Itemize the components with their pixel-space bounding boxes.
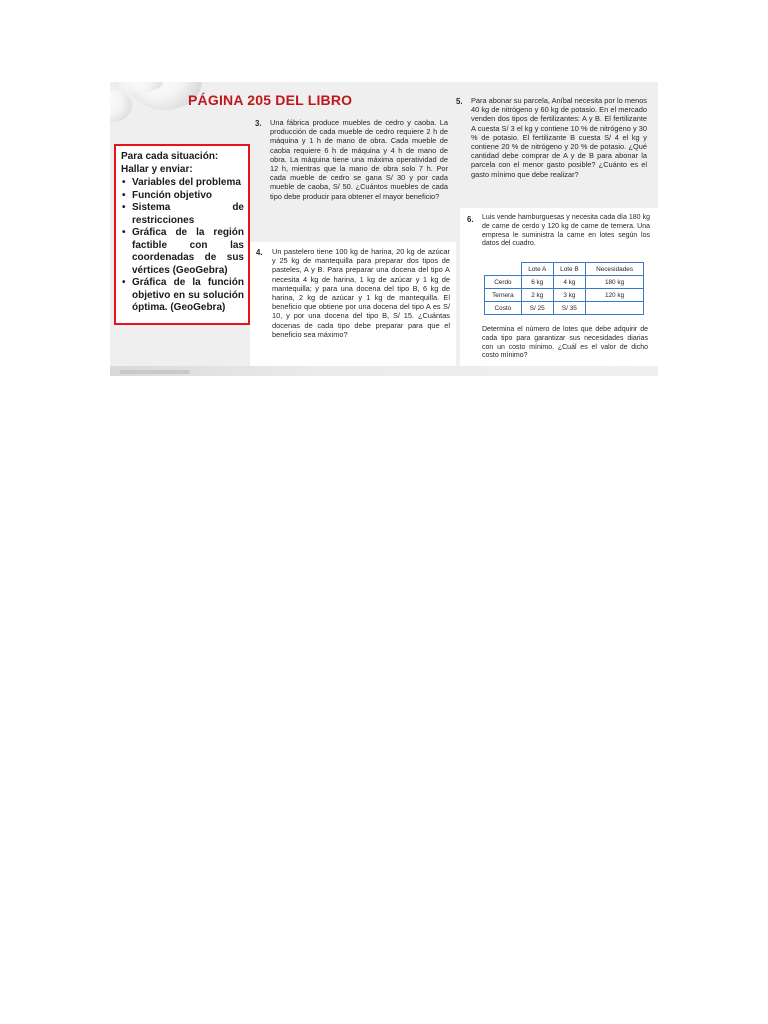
table-cell: 3 kg [553,289,585,302]
table-row [485,302,644,315]
problem-4-text: Un pastelero tiene 100 kg de harina, 20 kg de azúcar y 25 kg de mantequilla para preparar dos tipos de pasteles, A y B. Para preparar una docena del tipo A necesita 4 kg de harina, 1 kg de azúcar y 1 kg de mantequilla; y para una docena del tipo B, 6 kg de harina, 2 kg de azúcar y 1 kg de mantequilla. El beneficio que obtiene por una docena del tipo A es S/ 10, y por una docena del tipo B, S/ 15. ¿Cuántas docenas de cada tipo debe preparar para que el beneficio sea máximo? [272,247,450,339]
problem-4-number: 4. [256,248,263,257]
instruction-item: • Variables del problema [132,177,244,190]
problem-6-text: Luis vende hamburguesas y necesita cada día 180 kg de carne de cerdo y 120 kg de carne de ternera. Una empresa le suministra la carne en lotes según los datos del cuadro. [482,214,650,248]
table-cell: 4 kg [553,276,585,289]
problem-5-text: Para abonar su parcela, Aníbal necesita por lo menos 40 kg de nitrógeno y 60 kg de potasio. En el mercado venden dos tipos de fertilizantes: A y B. El fertilizante A cuesta S/ 3 el kg y contiene 10 % de nitrógeno y 30 % de potasio. El fertilizante B cuesta S/ 4 el kg y contiene 20 % de nitrógeno y 20 % de potasio. ¿Qué cantidad debe comprar de A y de B para abonar la parcela con el menor gasto posible? ¿Cuánto es el gasto mínimo que debe realizar? [471,96,647,179]
table-header-cell [485,263,522,276]
table-cell: Costo [485,302,522,315]
instruction-item: • Función objetivo [132,190,244,203]
instructions-subheading: Hallar y enviar: [121,163,193,175]
table-cell: 180 kg [586,276,644,289]
problem-6-number: 6. [467,215,474,224]
table-cell: S/ 35 [553,302,585,315]
instructions-heading: Para cada situación: [121,151,219,162]
book-slide [110,82,658,376]
decorative-bubble [110,90,132,122]
table-cell: Cerdo [485,276,522,289]
problem-3-number: 3. [255,119,262,128]
table-cell: 120 kg [586,289,644,302]
table-cell: Ternera [485,289,522,302]
footer-blur [120,370,190,374]
table-row [485,276,644,289]
table-cell: 6 kg [521,276,553,289]
problem-6-question: Determina el número de lotes que debe adquirir de cada tipo para garantizar sus necesidades diarias con un costo mínimo. ¿Cuál es el valor de dicho costo mínimo? [482,326,648,360]
instruction-item: • Sistema de restricciones [132,202,244,227]
table-header-cell: Lote A [521,263,553,276]
instructions-list [121,177,244,315]
table-header-row [485,263,644,276]
table-cell: S/ 25 [521,302,553,315]
table-header-cell: Lote B [553,263,585,276]
table-cell [586,302,644,315]
table-cell: 2 kg [521,289,553,302]
page-title: PÁGINA 205 DEL LIBRO [188,92,353,108]
instruction-item: • Gráfica de la región factible con las coordenadas de sus vértices (GeoGebra) [132,227,244,277]
instructions-box [114,144,250,325]
problem-3-text: Una fábrica produce muebles de cedro y caoba. La producción de cada mueble de cedro requiere 2 h de máquina y 1 h de mano de obra. Cada mueble de caoba requiere 6 h de máquina y 4 h de mano de obra. La máquina tiene una máxima operatividad de 12 h, mientras que la mano de obra solo 7 h. Por cada mueble de cedro se gana S/ 30 y por cada mueble de caoba, S/ 50. ¿Cuántos muebles de cada tipo debe producir para obtener el mayor beneficio? [270,118,448,201]
table-row [485,289,644,302]
lots-table [484,262,644,315]
instruction-item: • Gráfica de la función objetivo en su solución óptima. (GeoGebra) [132,277,244,315]
problem-5-number: 5. [456,97,463,106]
slide-footer [110,366,658,376]
table-header-cell: Necesidades [586,263,644,276]
